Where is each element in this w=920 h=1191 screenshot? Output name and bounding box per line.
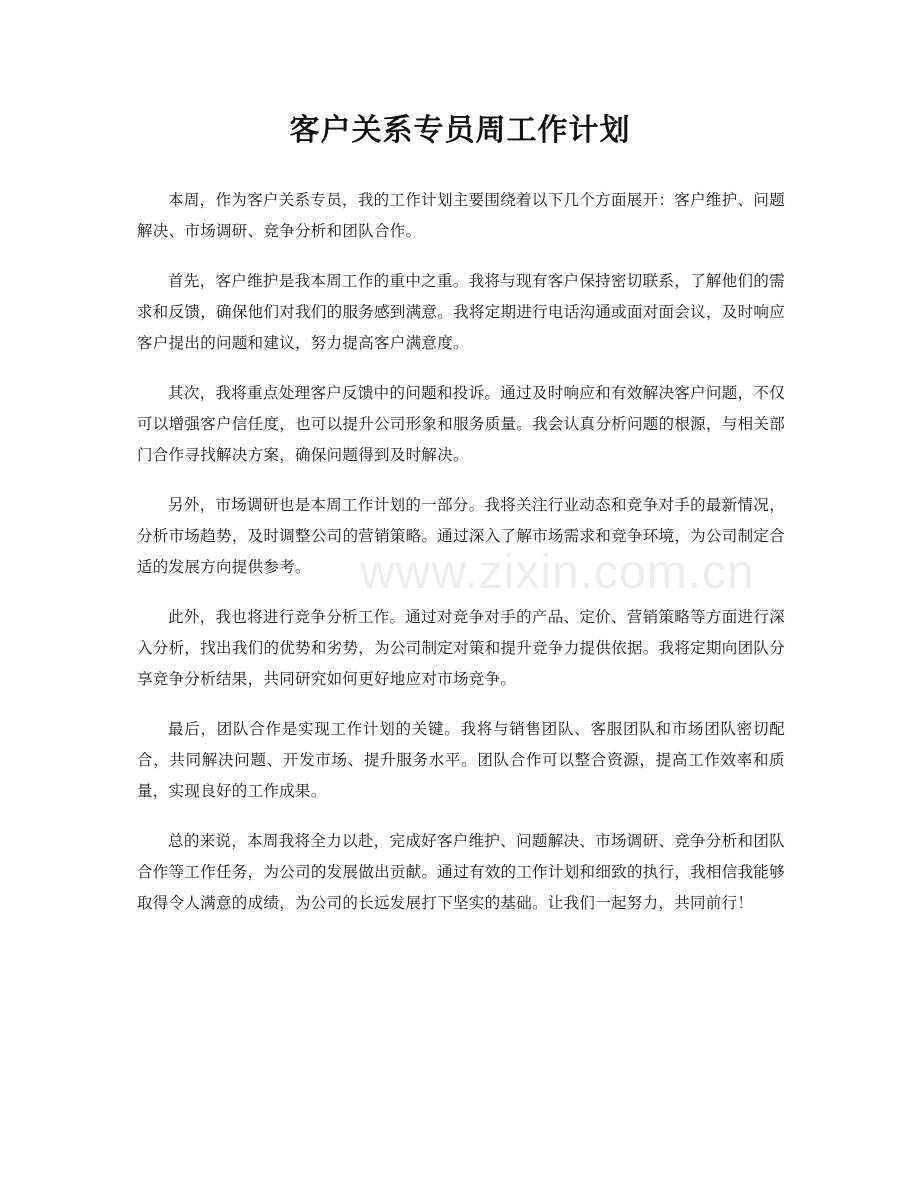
- paragraph-intro: 本周，作为客户关系专员，我的工作计划主要围绕着以下几个方面展开：客户维护、问题解决、市场调研、竞争分析和团队合作。: [137, 191, 785, 240]
- watermark-text: www.zixin.com.cn: [360, 546, 755, 599]
- paragraph-summary: 总的来说，本周我将全力以赴，完成好客户维护、问题解决、市场调研、竞争分析和团队合作等工作任务，为公司的发展做出贡献。通过有效的工作计划和细致的执行，我相信我能够取得令人满意的成绩，为公司的长远发展打下坚实的基础。让我们一起努力，共同前行！: [137, 832, 785, 912]
- document-body: [137, 185, 785, 938]
- paragraph-customer-maintenance: 首先，客户维护是我本周工作的重中之重。我将与现有客户保持密切联系，了解他们的需求和反馈，确保他们对我们的服务感到满意。我将定期进行电话沟通或面对面会议，及时响应客户提出的问题和建议，努力提高客户满意度。: [137, 272, 785, 352]
- paragraph-market-research: 另外，市场调研也是本周工作计划的一部分。我将关注行业动态和竞争对手的最新情况，分析市场趋势，及时调整公司的营销策略。通过深入了解市场需求和竞争环境，为公司制定合适的发展方向提供参考。: [137, 496, 785, 576]
- paragraph-teamwork: 最后，团队合作是实现工作计划的关键。我将与销售团队、客服团队和市场团队密切配合，共同解决问题、开发市场、提升服务水平。团队合作可以整合资源，提高工作效率和质量，实现良好的工作成果。: [137, 720, 785, 800]
- paragraph-competitive-analysis: 此外，我也将进行竞争分析工作。通过对竞争对手的产品、定价、营销策略等方面进行深入分析，找出我们的优势和劣势，为公司制定对策和提升竞争力提供依据。我将定期向团队分享竞争分析结果，共同研究如何更好地应对市场竞争。: [137, 608, 785, 688]
- document-title: 客户关系专员周工作计划: [289, 113, 631, 148]
- paragraph-problem-solving: 其次，我将重点处理客户反馈中的问题和投诉。通过及时响应和有效解决客户问题，不仅可以增强客户信任度，也可以提升公司形象和服务质量。我会认真分析问题的根源，与相关部门合作寻找解决方案，确保问题得到及时解决。: [137, 384, 785, 464]
